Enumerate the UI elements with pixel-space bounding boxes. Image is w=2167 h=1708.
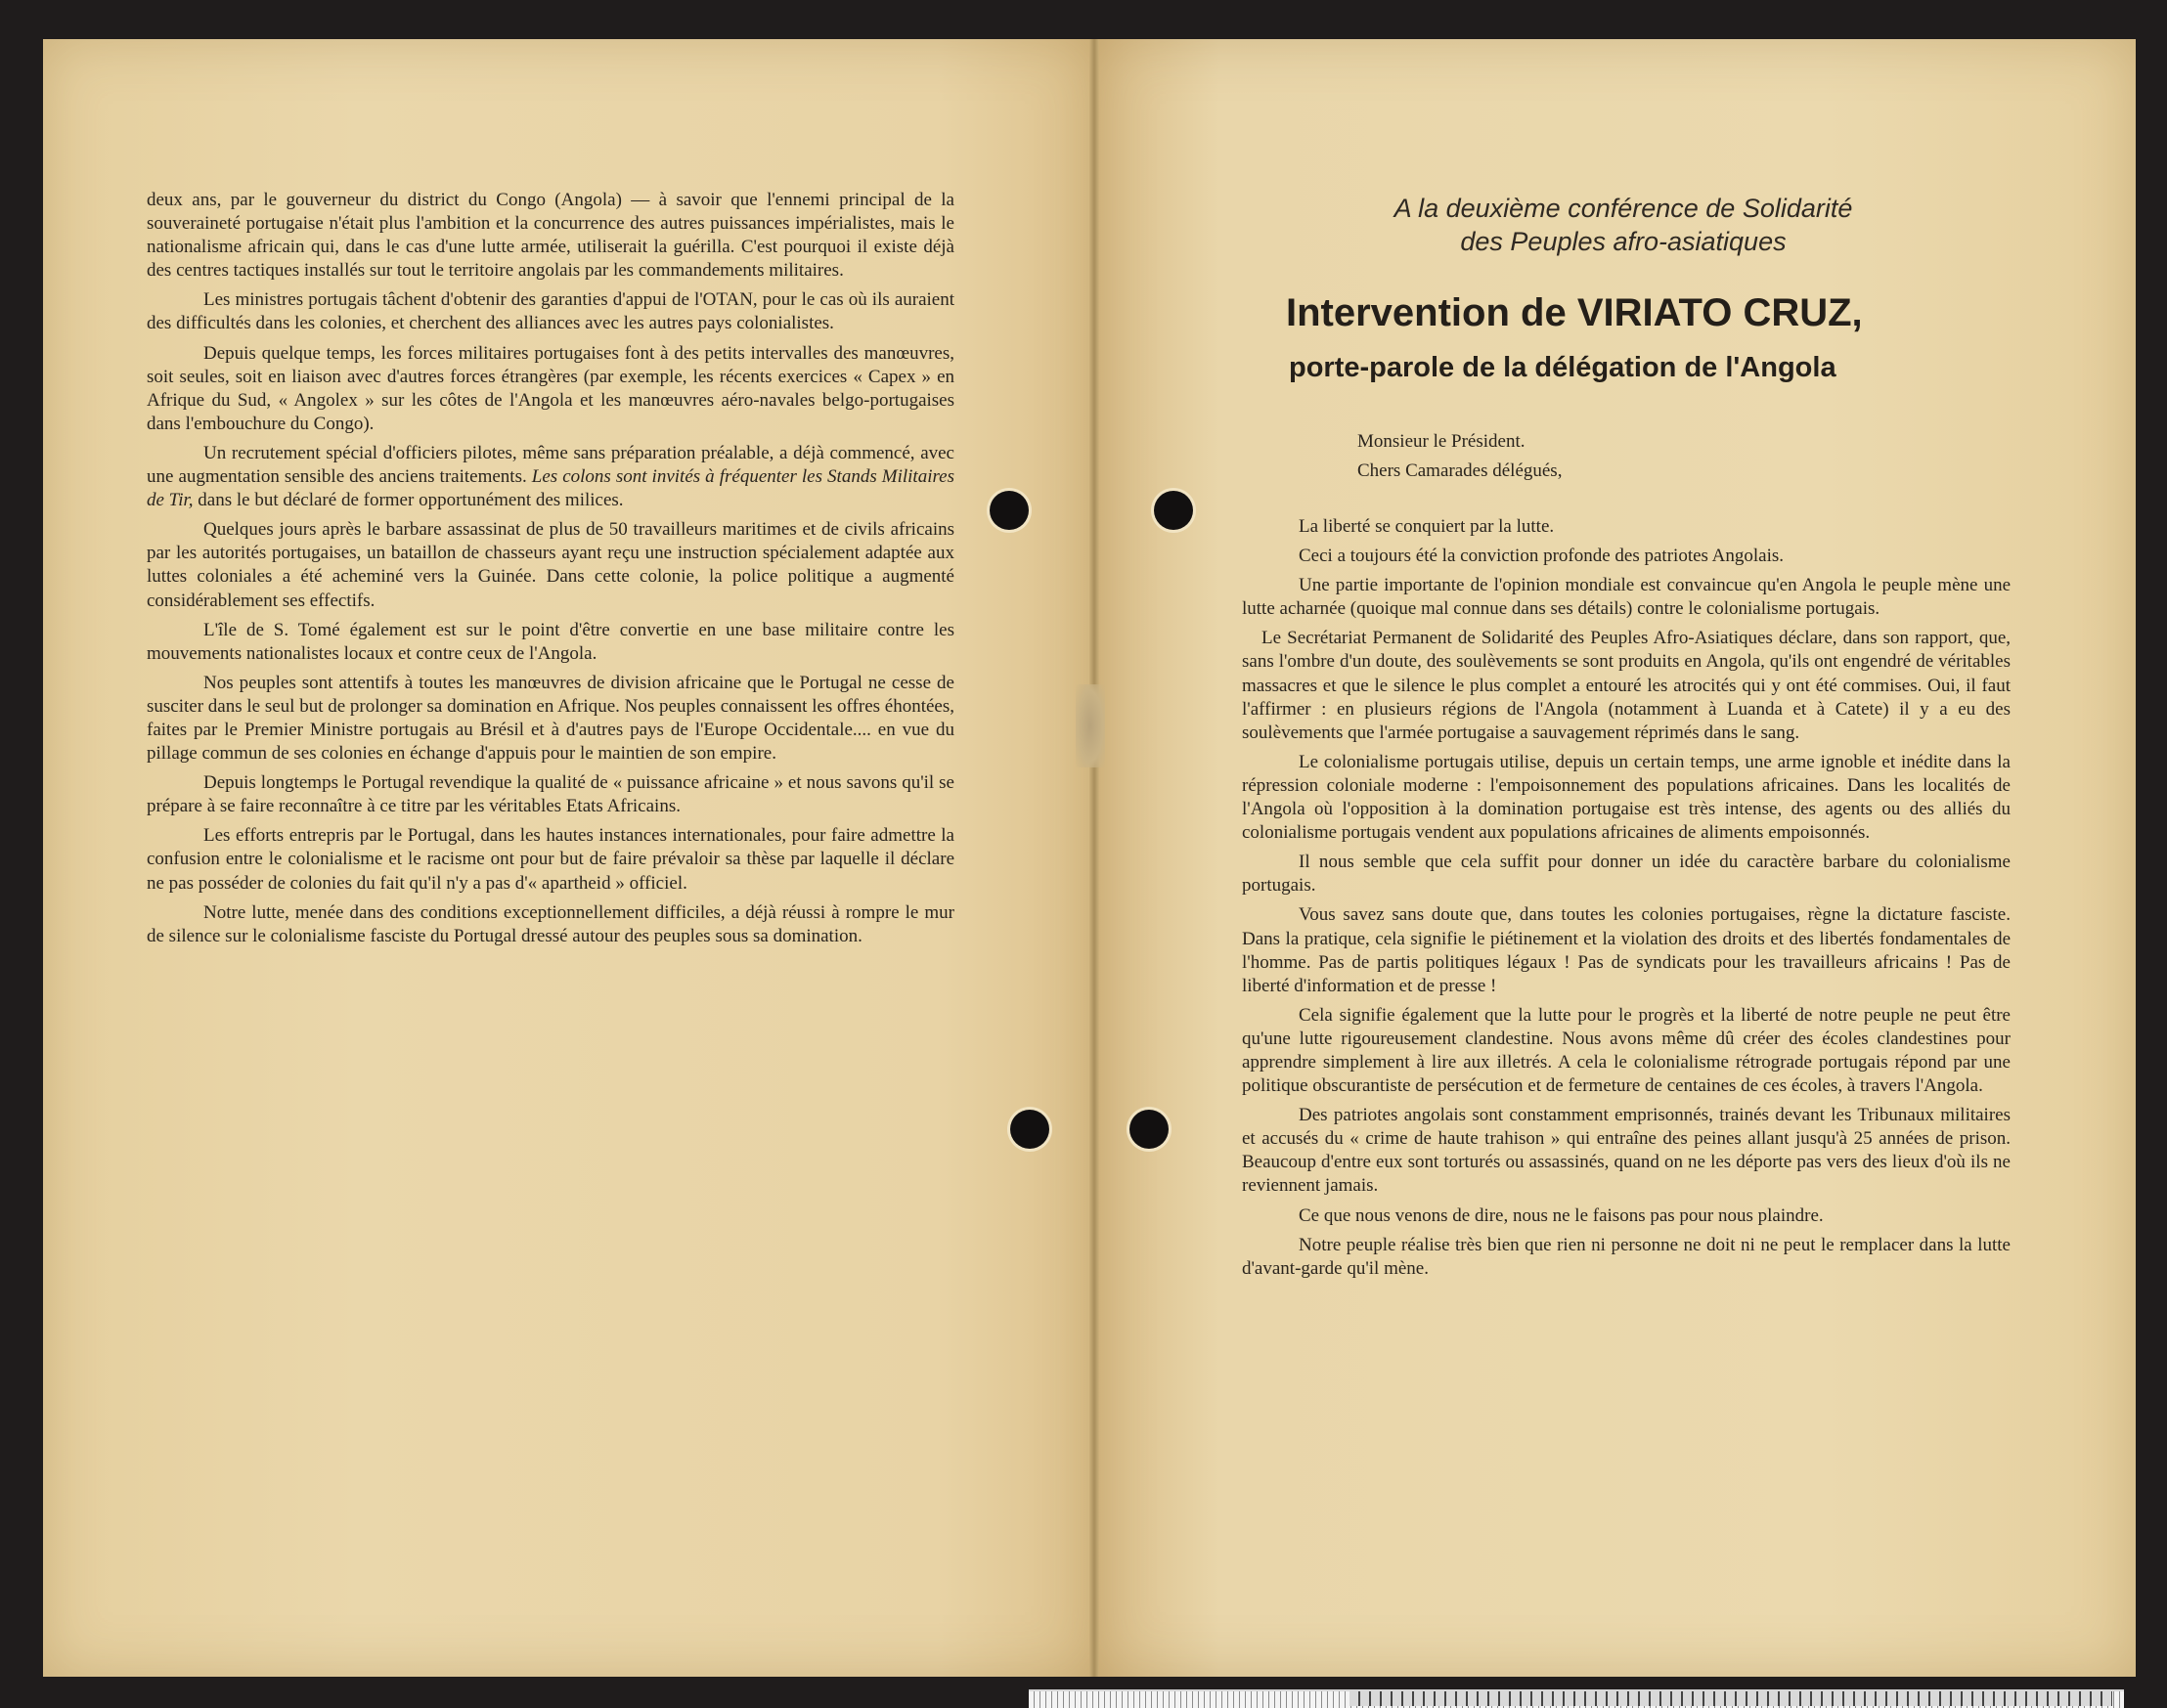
staple-mark	[1076, 684, 1105, 767]
punch-hole-right-top	[1154, 491, 1193, 530]
paragraph: L'île de S. Tomé également est sur le point d'être convertie en une base militaire contre les mouvements nationalistes locaux et contre ceux de l'Angola.	[147, 619, 954, 664]
scan-ruler-scale	[1349, 1691, 2112, 1706]
paragraph-text: dans le but déclaré de former opportunément des milices.	[193, 490, 624, 511]
paragraph: Des patriotes angolais sont constamment emprisonnés, trainés devant les Tribunaux militaires et accusés du « crime de haute trahison » qui entraîne des peines allant jusqu'à 25 années de prison. Beaucoup d'entre eux sont torturés ou assassinés, quand on ne les déporte pas vers des lieux d'où ils ne reviennent jamais.	[1242, 1105, 2011, 1197]
paragraph: Le Secrétariat Permanent de Solidarité des Peuples Afro-Asiatiques déclare, dans son rapport, que, sans l'ombre d'un doute, des soulèvements se sont produits en Angola, qu'ils ont engendré de véritables massacres et que le silence le plus complet a entouré les atrocités qui y ont été commises. Oui, il faut l'affirmer : en plusieurs régions de l'Angola (notamment à Luanda et à Catete) il y a eu des soulèvements que l'armée portugaise a sauvagement réprimés dans le sang.	[1242, 628, 2011, 743]
paragraph: Notre lutte, menée dans des conditions exceptionnellement difficiles, a déjà réussi à rompre le mur de silence sur le colonialisme fasciste du Portugal dressé autour des peuples sous sa domination.	[147, 901, 954, 946]
conference-title	[1242, 192, 2005, 258]
paragraph: deux ans, par le gouverneur du district du Congo (Angola) — à savoir que l'ennemi principal de la souveraineté portugaise n'était plus l'ambition et la concurrence des autres puissances impérialistes, mais le nationalisme africain qui, dans le cas d'une lutte armée, utiliserait la guérilla. C'est pourquoi il existe déjà des centres tactiques installés sur tout le territoire angolais par les commandements militaires.	[147, 190, 954, 282]
paragraph: Une partie importante de l'opinion mondiale est convaincue qu'en Angola le peuple mène une lutte acharnée (quoique mal connue dans ses détails) contre le colonialisme portugais.	[1242, 575, 2011, 620]
paragraph: Les efforts entrepris par le Portugal, dans les hautes instances internationales, pour faire admettre la confusion entre le colonialisme et le racisme ont pour but de faire prévaloir sa thèse par laquelle il déclare ne pas posséder de colonies du fait qu'il n'y a pas d'« apartheid » officiel.	[147, 825, 954, 894]
italic-text: Les colons sont invités à fréquenter les Stands Militaires de Tir,	[147, 466, 954, 511]
salutation-line: Chers Camarades délégués,	[1357, 460, 1563, 481]
paragraph-recruitment	[147, 442, 954, 512]
paragraph: Ceci a toujours été la conviction profonde des patriotes Angolais.	[1299, 546, 1784, 567]
paragraph: Nos peuples sont attentifs à toutes les manœuvres de division africaine que le Portugal ne cesse de susciter dans le seul but de prolonger sa domination en Afrique. Nos peuples connaissent les offres éhontées, faites par le Premier Ministre portugais au Brésil et à d'autres pays de l'Europe Occidentale.... en vue du pillage commun de ses colonies en échange d'appuis pour le maintien de son empire.	[147, 672, 954, 765]
salutation-line: Monsieur le Président.	[1357, 431, 1526, 452]
paragraph: Vous savez sans doute que, dans toutes les colonies portugaises, règne la dictature fasciste. Dans la pratique, cela signifie le piétinement et la violation des droits et des libertés fondamentales de l'homme. Pas de partis politiques légaux ! Pas de syndicats pour les travailleurs africains ! Pas de liberté d'information et de presse !	[1242, 904, 2011, 996]
speech-subheading: porte-parole de la délégation de l'Angola	[1289, 352, 1836, 383]
book-spine	[1089, 39, 1099, 1677]
punch-hole-left-top	[990, 491, 1029, 530]
paragraph: La liberté se conquiert par la lutte.	[1299, 516, 1555, 537]
paragraph: Cela signifie également que la lutte pour le progrès et la liberté de notre peuple ne peut être qu'une lutte rigoureusement clandestine. Nous avons même dû créer des écoles clandestines pour apprendre simplement à lire aux illetrés. A cela le colonialisme rétrograde portugais répond par une politique obscurantiste de persécution et de fermeture de centaines de ces écoles, à travers l'Angola.	[1242, 1004, 2011, 1097]
speech-heading: Intervention de VIRIATO CRUZ,	[1286, 291, 1863, 334]
paragraph: Depuis quelque temps, les forces militaires portugaises font à des petits intervalles des manœuvres, soit seules, soit en liaison avec d'autres forces étrangères (par exemple, les récents exercices « Capex » en Afrique du Sud, « Angolex » sur les côtes de l'Angola et les manœuvres aéro-navales belgo-portugaises dans l'embouchure du Congo).	[147, 342, 954, 434]
punch-hole-right-bottom	[1129, 1110, 1169, 1149]
punch-hole-left-bottom	[1010, 1110, 1049, 1149]
right-page-text	[1242, 515, 2011, 1287]
left-page-text	[147, 189, 954, 954]
salutation	[1357, 427, 1846, 486]
paragraph: Le colonialisme portugais utilise, depuis un certain temps, une arme ignoble et inédite dans la répression coloniale moderne : l'empoisonnement des populations africaines. Dans les localités de l'Angola où l'opposition à la domination portugaise est très intense, des agents ou des alliés du colonialisme portugais vendent aux populations africaines de aliments empoisonnés.	[1242, 751, 2011, 844]
paragraph: Notre peuple réalise très bien que rien ni personne ne doit ni ne peut le remplacer dans la lutte d'avant-garde qu'il mène.	[1242, 1234, 2011, 1279]
paragraph-text: Un recrutement spécial d'officiers pilotes, même sans préparation préalable, a déjà commencé, avec une augmentation sensible des anciens traitements.	[147, 442, 954, 488]
conference-title-line: des Peuples afro-asiatiques	[1460, 227, 1787, 256]
paragraph: Depuis longtemps le Portugal revendique la qualité de « puissance africaine » et nous savons qu'il se prépare à se faire reconnaître à ce titre par les véritables Etats Africains.	[147, 772, 954, 817]
conference-title-line: A la deuxième conférence de Solidarité	[1393, 194, 1853, 223]
paragraph: Ce que nous venons de dire, nous ne le faisons pas pour nous plaindre.	[1299, 1204, 1824, 1226]
paragraph: Il nous semble que cela suffit pour donner un idée du caractère barbare du colonialisme portugais.	[1242, 852, 2011, 897]
paragraph: Les ministres portugais tâchent d'obtenir des garanties d'appui de l'OTAN, pour le cas où ils auraient des difficultés dans les colonies, et cherchent des alliances avec les autres pays colonialistes.	[147, 289, 954, 334]
paragraph: Quelques jours après le barbare assassinat de plus de 50 travailleurs maritimes et de civils africains par les autorités portugaises, un bataillon de chasseurs ayant reçu une instruction spécialement adaptée aux luttes coloniales a été acheminé vers la Guinée. Dans cette colonie, la police politique a augmenté considérablement ses effectifs.	[147, 519, 954, 611]
